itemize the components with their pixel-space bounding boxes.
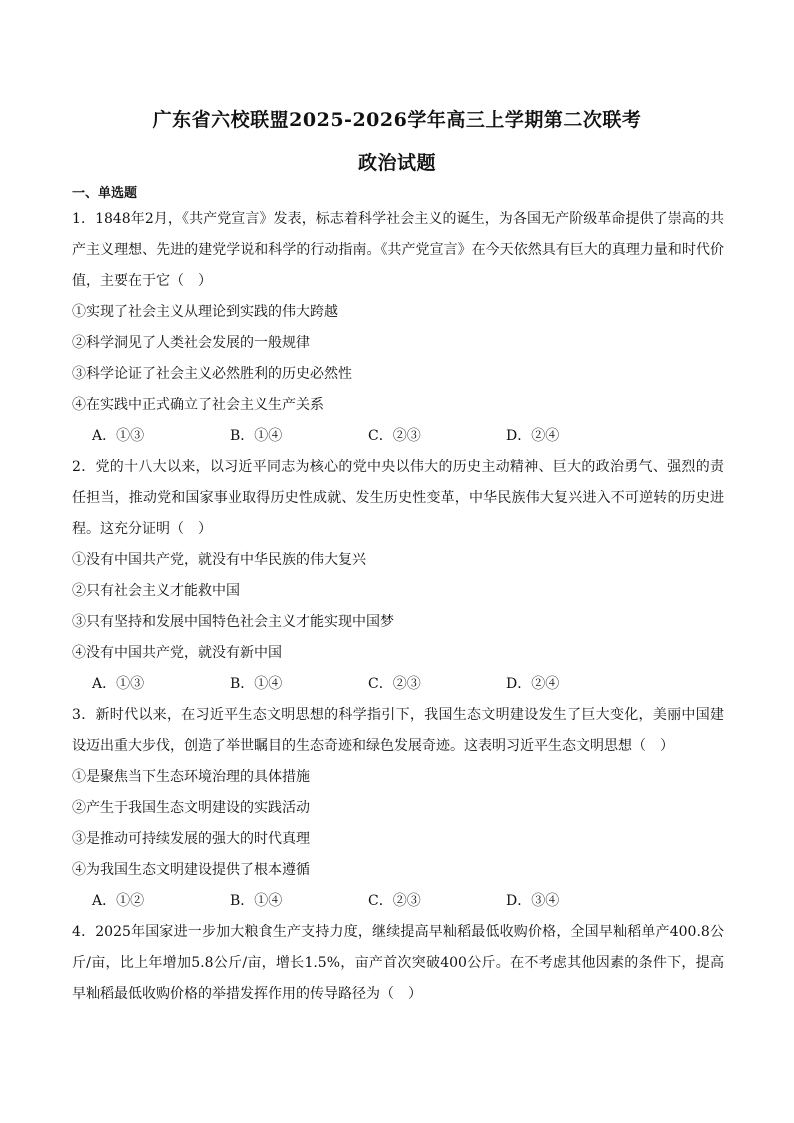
question-4 (72, 917, 724, 1010)
question-stem: 2．党的十八大以来，以习近平同志为核心的党中央以伟大的历史主动精神、巨大的政治勇气、强烈的责任担当，推动党和国家事业取得历史性成就、发生历史性变革，中华民族伟大复兴进入不可逆转的历史进程。这充分证明（ ） (72, 459, 724, 537)
statement-option: ①实现了社会主义从理论到实践的伟大跨越 (72, 304, 338, 320)
exam-subject-title: 政治试题 (357, 152, 436, 174)
choice-d: D．②④ (506, 428, 560, 444)
answer-choices (72, 421, 724, 452)
question-1 (72, 204, 724, 452)
question-stem: 3．新时代以来，在习近平生态文明思想的科学指引下，我国生态文明建设发生了巨大变化，美丽中国建设迈出重大步伐，创造了举世瞩目的生态奇迹和绿色发展奇迹。这表明习近平生态文明思想（ ） (72, 707, 724, 754)
choice-c: C．②③ (368, 428, 421, 444)
statement-option: ④没有中国共产党，就没有新中国 (72, 645, 282, 661)
answer-choices (72, 886, 724, 917)
statement-option: ②产生于我国生态文明建设的实践活动 (72, 800, 310, 816)
choice-b: B．①④ (230, 428, 283, 444)
question-stem: 4．2025年国家进一步加大粮食生产支持力度，继续提高早籼稻最低收购价格，全国早籼稻单产400.8公斤/亩，比上年增加5.8公斤/亩，增长1.5%，亩产首次突破400公斤。在不考虑其他因素的条件下，提高早籼稻最低收购价格的举措发挥作用的传导路径为（ ） (72, 924, 724, 1002)
choice-b: B．①④ (230, 893, 283, 909)
choice-d: D．②④ (506, 676, 560, 692)
statement-option: ②科学洞见了人类社会发展的一般规律 (72, 335, 310, 351)
statement-option: ①是聚焦当下生态环境治理的具体措施 (72, 769, 310, 785)
question-3 (72, 700, 724, 917)
statement-option: ③只有坚持和发展中国特色社会主义才能实现中国梦 (72, 614, 394, 630)
answer-choices (72, 669, 724, 700)
section-heading: 一、单选题 (72, 186, 138, 201)
choice-d: D．③④ (506, 893, 560, 909)
choice-a: A．①③ (92, 428, 145, 444)
statement-option: ①没有中国共产党，就没有中华民族的伟大复兴 (72, 552, 366, 568)
statement-option: ②只有社会主义才能救中国 (72, 583, 240, 599)
choice-c: C．②③ (368, 676, 421, 692)
question-stem: 1．1848年2月，《共产党宣言》发表，标志着科学社会主义的诞生，为各国无产阶级革命提供了崇高的共产主义理想、先进的建党学说和科学的行动指南。《共产党宣言》在今天依然具有巨大的真理力量和时代价值，主要在于它（ ） (72, 211, 724, 289)
statement-option: ③科学论证了社会主义必然胜利的历史必然性 (72, 366, 352, 382)
choice-a: A．①③ (92, 676, 145, 692)
statement-option: ④在实践中正式确立了社会主义生产关系 (72, 397, 324, 413)
exam-title: 广东省六校联盟2025-2026学年高三上学期第二次联考 (152, 109, 642, 131)
statement-option: ④为我国生态文明建设提供了根本遵循 (72, 862, 310, 878)
statement-option: ③是推动可持续发展的强大的时代真理 (72, 831, 310, 847)
choice-c: C．②③ (368, 893, 421, 909)
choice-a: A．①② (92, 893, 145, 909)
question-2 (72, 452, 724, 700)
choice-b: B．①④ (230, 676, 283, 692)
question-list (72, 204, 724, 1010)
